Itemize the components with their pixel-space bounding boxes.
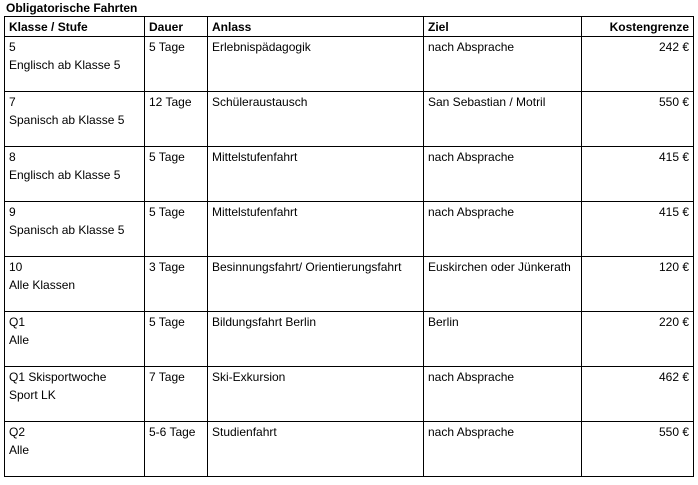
cell-klasse [5, 367, 145, 422]
klasse-stufe-text: 9 [9, 205, 16, 219]
klasse-detail-text: Spanisch ab Klasse 5 [9, 113, 125, 127]
cell-klasse [5, 37, 145, 92]
klasse-detail-text: Englisch ab Klasse 5 [9, 168, 121, 182]
cell-dauer: 3 Tage [145, 257, 208, 312]
column-header-klasse: Klasse / Stufe [5, 17, 145, 37]
cell-ziel: Berlin [424, 312, 582, 367]
cell-ziel: nach Absprache [424, 37, 582, 92]
cell-anlass: Bildungsfahrt Berlin [208, 312, 424, 367]
cell-ziel: Euskirchen oder Jünkerath [424, 257, 582, 312]
cell-kostengrenze: 415 € [582, 147, 694, 202]
klasse-stufe-text: Q1 Skisportwoche [9, 370, 107, 384]
table-row [5, 92, 694, 147]
klasse-stufe-text: 10 [9, 260, 23, 274]
cell-kostengrenze: 120 € [582, 257, 694, 312]
cell-dauer: 5 Tage [145, 37, 208, 92]
table-row [5, 422, 694, 477]
table-row [5, 202, 694, 257]
cell-ziel: San Sebastian / Motril [424, 92, 582, 147]
trips-table [4, 16, 694, 477]
table-row [5, 257, 694, 312]
cell-klasse [5, 422, 145, 477]
cell-kostengrenze: 242 € [582, 37, 694, 92]
klasse-detail-text: Spanisch ab Klasse 5 [9, 223, 125, 237]
table-title: Obligatorische Fahrten [6, 1, 138, 15]
cell-kostengrenze: 415 € [582, 202, 694, 257]
table-row [5, 37, 694, 92]
table-row [5, 147, 694, 202]
klasse-detail-text: Alle Klassen [9, 278, 76, 292]
cell-anlass: Erlebnispädagogik [208, 37, 424, 92]
cell-klasse [5, 257, 145, 312]
cell-klasse [5, 147, 145, 202]
cell-klasse [5, 92, 145, 147]
column-header-dauer: Dauer [145, 17, 208, 37]
cell-klasse [5, 202, 145, 257]
cell-dauer: 5 Tage [145, 147, 208, 202]
cell-kostengrenze: 462 € [582, 367, 694, 422]
cell-anlass: Schüleraustausch [208, 92, 424, 147]
cell-dauer: 7 Tage [145, 367, 208, 422]
column-header-anlass: Anlass [208, 17, 424, 37]
cell-anlass: Besinnungsfahrt/ Orientierungsfahrt [208, 257, 424, 312]
table-header-row [5, 17, 694, 37]
cell-kostengrenze: 220 € [582, 312, 694, 367]
cell-dauer: 5 Tage [145, 202, 208, 257]
cell-anlass: Mittelstufenfahrt [208, 202, 424, 257]
cell-ziel: nach Absprache [424, 367, 582, 422]
cell-dauer: 5-6 Tage [145, 422, 208, 477]
klasse-detail-text: Alle [9, 333, 30, 347]
cell-ziel: nach Absprache [424, 147, 582, 202]
column-header-ziel: Ziel [424, 17, 582, 37]
cell-ziel: nach Absprache [424, 422, 582, 477]
cell-anlass: Studienfahrt [208, 422, 424, 477]
cell-dauer: 5 Tage [145, 312, 208, 367]
klasse-stufe-text: Q1 [9, 315, 26, 329]
cell-kostengrenze: 550 € [582, 92, 694, 147]
klasse-detail-text: Alle [9, 443, 30, 457]
cell-ziel: nach Absprache [424, 202, 582, 257]
cell-anlass: Mittelstufenfahrt [208, 147, 424, 202]
cell-dauer: 12 Tage [145, 92, 208, 147]
cell-kostengrenze: 550 € [582, 422, 694, 477]
column-header-kostengrenze: Kostengrenze [582, 17, 694, 37]
klasse-stufe-text: Q2 [9, 425, 26, 439]
klasse-stufe-text: 5 [9, 40, 16, 54]
table-row [5, 367, 694, 422]
klasse-stufe-text: 8 [9, 150, 16, 164]
klasse-detail-text: Englisch ab Klasse 5 [9, 58, 121, 72]
klasse-detail-text: Sport LK [9, 388, 56, 402]
cell-klasse [5, 312, 145, 367]
klasse-stufe-text: 7 [9, 95, 16, 109]
cell-anlass: Ski-Exkursion [208, 367, 424, 422]
table-row [5, 312, 694, 367]
